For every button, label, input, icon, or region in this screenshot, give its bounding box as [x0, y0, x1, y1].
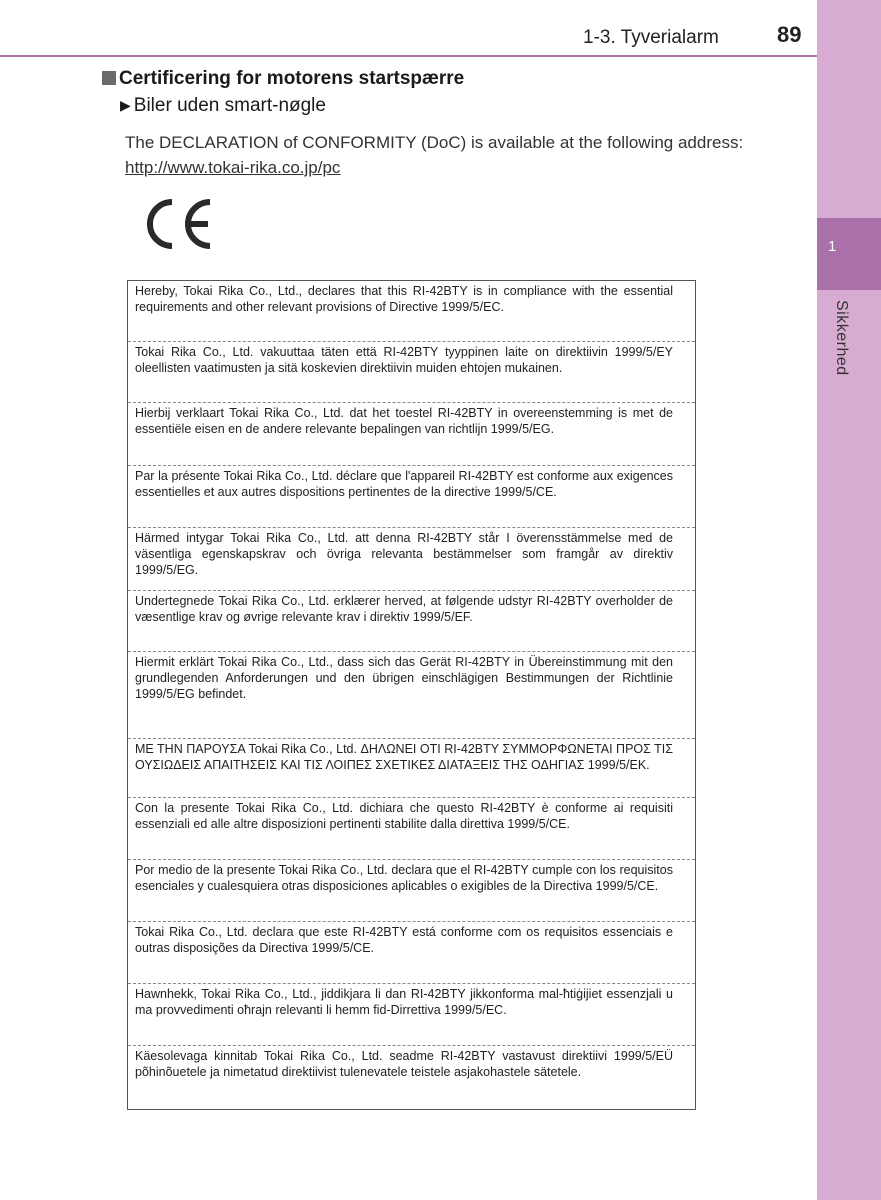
- subheading: [120, 95, 326, 117]
- declaration-fr: Par la présente Tokai Rika Co., Ltd. déclare que l'appareil RI-42BTY est conforme aux exigences essentielles et aux autres dispositions pertinentes de la directive 1999/5/CE.: [128, 465, 695, 500]
- header-section-title: 1-3. Tyverialarm: [583, 27, 719, 48]
- page-number: 89: [777, 22, 802, 47]
- doc-availability-text: The DECLARATION of CONFORMITY (DoC) is available at the following address:: [125, 133, 744, 152]
- ce-mark-icon: [146, 198, 216, 255]
- chapter-label: Sikkerhed: [833, 300, 850, 376]
- declaration-mt: Hawnhekk, Tokai Rika Co., Ltd., jiddikjara li dan RI-42BTY jikkonforma mal-ħtiġijiet essenzjali u ma provvedimenti oħrajn relevanti li hemm fid-Dirrettiva 1999/5/EC.: [128, 983, 695, 1018]
- declaration-en: Hereby, Tokai Rika Co., Ltd., declares that this RI-42BTY is in compliance with the essential requirements and other relevant provisions of Directive 1999/5/EC.: [135, 284, 673, 314]
- chapter-number: 1: [828, 238, 837, 255]
- declaration-sv: Härmed intygar Tokai Rika Co., Ltd. att denna RI-42BTY står I överensstämmelse med de väsentliga egenskapskrav och övriga relevanta bestämmelser som framgår av direktiv 1999/5/EG.: [128, 527, 695, 578]
- subheading-text: Biler uden smart-nøgle: [133, 95, 326, 116]
- declaration-pt: Tokai Rika Co., Ltd. declara que este RI-42BTY está conforme com os requisitos essenciais e outras disposições da Directiva 1999/5/CE.: [128, 921, 695, 956]
- square-bullet-icon: [102, 71, 116, 85]
- declaration-de: Hiermit erklärt Tokai Rika Co., Ltd., dass sich das Gerät RI-42BTY in Übereinstimmung mit den grundlegenden Anforderungen und den übrigen einschlägigen Bestimmungen der Richtlinie 1999/5/EG befindet.: [128, 651, 695, 702]
- declaration-fi: Tokai Rika Co., Ltd. vakuuttaa täten että RI-42BTY tyyppinen laite on direktiivin 1999/5/EY oleellisten vaatimusten ja sitä koskevien direktiivin muiden ehtojen mukainen.: [128, 341, 695, 376]
- declaration-el: ΜΕ ΤΗΝ ΠΑΡΟΥΣΑ Tokai Rika Co., Ltd. ΔΗΛΩΝΕΙ ΟΤΙ RI-42BTY ΣΥΜΜΟΡΦΩΝΕΤΑΙ ΠΡΟΣ ΤΙΣ ΟΥΣΙΩΔΕΙΣ ΑΠΑΙΤΗΣΕΙΣ ΚΑΙ ΤΙΣ ΛΟΙΠΕΣ ΣΧΕΤΙΚΕΣ ΔΙΑΤΑΞΕΙΣ ΤΗΣ ΟΔΗΓΙΑΣ 1999/5/ΕΚ.: [128, 738, 695, 773]
- declaration-it: Con la presente Tokai Rika Co., Ltd. dichiara che questo RI-42BTY è conforme ai requisiti essenziali ed alle altre disposizioni pertinenti stabilite dalla direttiva 1999/5/CE.: [128, 797, 695, 832]
- doc-url-link[interactable]: http://www.tokai-rika.co.jp/pc: [125, 158, 341, 177]
- header-divider: [0, 55, 817, 57]
- section-heading: [102, 68, 464, 90]
- section-heading-text: Certificering for motorens startspærre: [119, 68, 465, 89]
- declaration-box: [127, 280, 696, 1110]
- chapter-tab: [817, 218, 881, 290]
- side-color-bar: [817, 0, 881, 1200]
- triangle-bullet-icon: ▶: [120, 97, 131, 113]
- declaration-nl: Hierbij verklaart Tokai Rika Co., Ltd. dat het toestel RI-42BTY in overeenstemming is met de essentiële eisen en de andere relevante bepalingen van richtlijn 1999/5/EG.: [128, 402, 695, 437]
- declaration-es: Por medio de la presente Tokai Rika Co., Ltd. declara que el RI-42BTY cumple con los requisitos esenciales y cualesquiera otras disposiciones aplicables o exigibles de la Directiva 1999/5/CE.: [128, 859, 695, 894]
- declaration-da: Undertegnede Tokai Rika Co., Ltd. erklærer herved, at følgende udstyr RI-42BTY overholder de væsentlige krav og øvrige relevante krav i direktiv 1999/5/EF.: [128, 590, 695, 625]
- declaration-et: Käesolevaga kinnitab Tokai Rika Co., Ltd. seadme RI-42BTY vastavust direktiivi 1999/5/EÜ põhinõuetele ja nimetatud direktiivist tulenevatele teistele asjakohastele sätetele.: [128, 1045, 695, 1080]
